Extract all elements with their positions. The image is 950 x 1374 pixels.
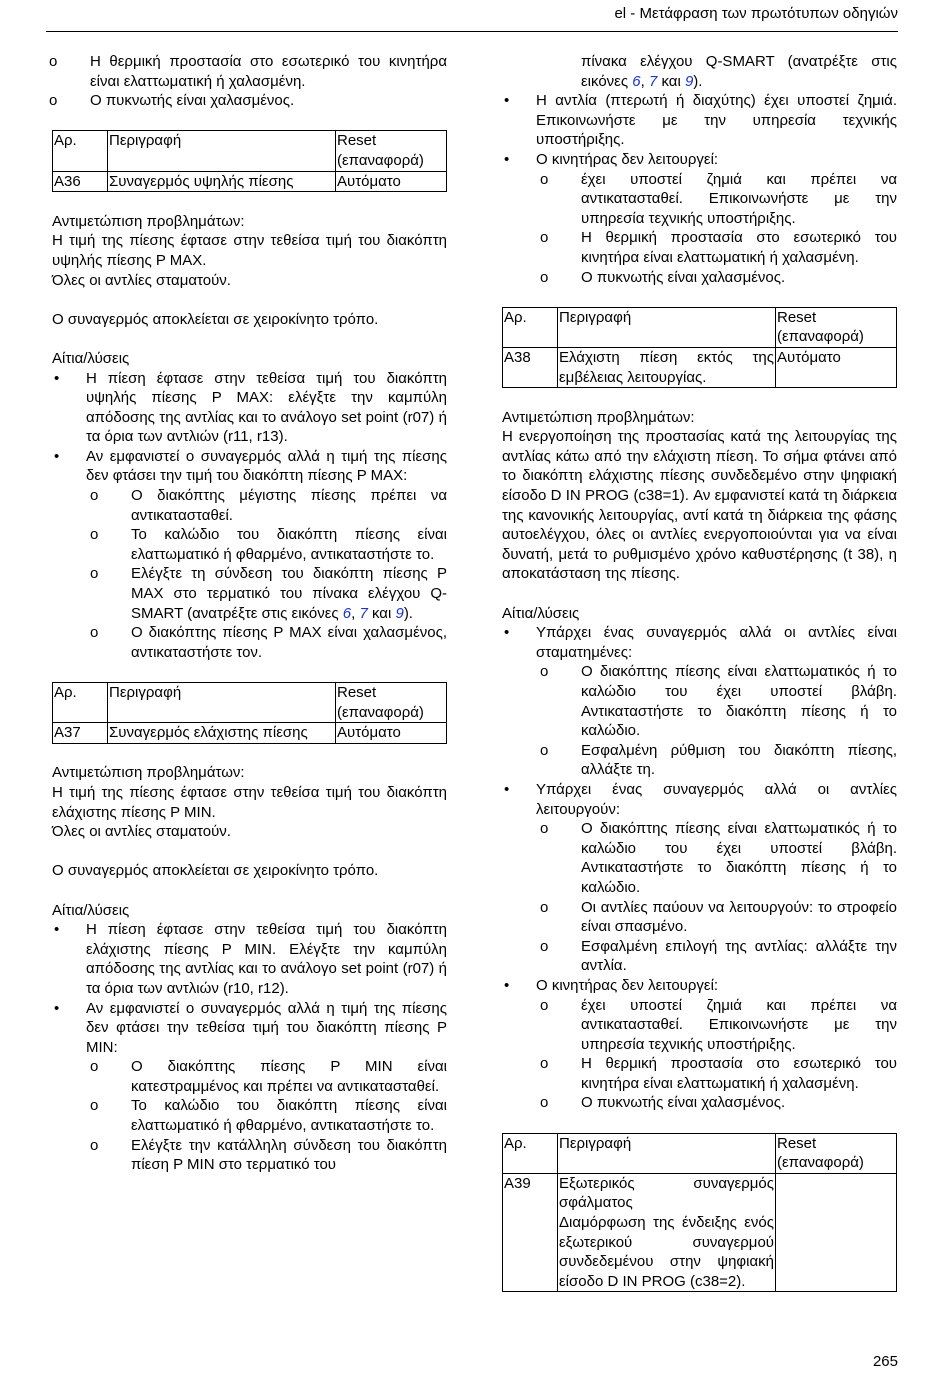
list-item: o Η θερμική προστασία στο εσωτερικό του κινητήρα είναι ελαττωματική ή χαλασμένη.: [536, 1054, 897, 1093]
list-item: • Η αντλία (πτερωτή ή διαχύτης) έχει υποστεί ζημιά. Επικοινωνήστε με την υπηρεσία τεχνικής υποστήριξης.: [502, 91, 897, 150]
table-header-reset: Reset (επαναφορά): [336, 131, 447, 171]
sub-list: [502, 170, 897, 288]
causes-list: [502, 91, 897, 287]
list-item: [502, 623, 897, 780]
sub-list: [52, 486, 447, 662]
list-item: o Ο διακόπτης πίεσης P MIN είναι κατεστραμμένος και πρέπει να αντικατασταθεί.: [86, 1057, 447, 1096]
table-header-description: Περιγραφή: [108, 131, 336, 171]
table-header-description: Περιγραφή: [558, 307, 776, 347]
list-item: o έχει υποστεί ζημιά και πρέπει να αντικατασταθεί. Επικοινωνήστε με την υπηρεσία τεχνικής υποστήριξης.: [536, 996, 897, 1055]
list-item: o Ο διακόπτης μέγιστης πίεσης πρέπει να αντικατασταθεί.: [86, 486, 447, 525]
table-header-reset: Reset (επαναφορά): [336, 683, 447, 723]
list-item-text: Ο κινητήρας δεν λειτουργεί:: [536, 150, 719, 168]
left-column: [52, 52, 447, 1175]
paragraph: Η ενεργοποίηση της προστασίας κατά της λειτουργίας της αντλίας κάτω από την ελάχιστη πίεση. Το σήμα φτάνει από το διακόπτη ελάχιστης πίεσης συνδεδεμένο στην ψηφιακή είσοδο D IN PROG (c38=1). Αν εμφανιστεί κατά τη διάρκεια της κανονικής λειτουργίας, αντί κατά τη διάρκεια της φάσης αυτοελέγχου, όλες οι αντλίες ενεργοποιούνται για να είναι δυνατή, μετά το ρυθμισμένο χρόνο καθυστέρησης (t 38), η αποκατάσταση της πίεσης.: [502, 428, 897, 583]
list-item-text: Ελέγξτε τη σύνδεση του διακόπτη πίεσης P MAX στο τερματικό του πίνακα ελέγχου Q-SMART (ανατρέξτε στις εικόνες: [131, 565, 447, 622]
causes-list: [52, 369, 447, 663]
list-item: • Η πίεση έφτασε στην τεθείσα τιμή του διακόπτη ελάχιστης πίεσης P MIN. Ελέγξτε την καμπύλη απόδοσης της αντλίας και το ανάλογο set point (r07) ή τα όρια των αντλιών (r10, r12).: [52, 920, 447, 998]
header-divider: [46, 31, 898, 32]
sub-list: [502, 819, 897, 976]
paragraph: Όλες οι αντλίες σταματούν.: [52, 271, 231, 289]
alarm-reset: Αυτόματο: [336, 171, 447, 192]
section-heading: Αντιμετώπιση προβλημάτων:: [52, 764, 245, 782]
paragraph: Η τιμή της πίεσης έφτασε στην τεθείσα τιμή του διακόπτη ελάχιστης πίεσης P MIN.: [52, 783, 447, 821]
list-item: o Εσφαλμένη επιλογή της αντλίας: αλλάξτε την αντλία.: [536, 937, 897, 976]
list-item: o Ο διακόπτης πίεσης είναι ελαττωματικός ή το καλώδιο του έχει υποστεί βλάβη. Αντικαταστήστε το διακόπτη πίεσης ή το καλώδιο.: [536, 819, 897, 897]
figure-link[interactable]: 7: [648, 72, 658, 90]
alarm-code: A38: [503, 347, 558, 387]
paragraph: Ο συναγερμός αποκλείεται σε χειροκίνητο τρόπο.: [52, 862, 379, 880]
paragraph: Όλες οι αντλίες σταματούν.: [52, 823, 231, 841]
table-header-description: Περιγραφή: [108, 683, 336, 723]
alarm-reset: Αυτόματο: [336, 723, 447, 744]
separator: και: [367, 604, 396, 622]
alarm-description: Συναγερμός υψηλής πίεσης: [108, 171, 336, 192]
list-item-text: Υπάρχει ένας συναγερμός αλλά οι αντλίες λειτουργούν:: [536, 780, 897, 818]
alarm-table-a39: [502, 1133, 897, 1293]
section-heading: Αντιμετώπιση προβλημάτων:: [52, 212, 245, 230]
list-item: [52, 999, 447, 1175]
alarm-description: Ελάχιστη πίεση εκτός της εμβέλειας λειτουργίας.: [558, 347, 776, 387]
page-header: el - Μετάφραση των πρωτότυπων οδηγιών: [614, 5, 898, 22]
alarm-table-a36: [52, 130, 447, 192]
list-item: o Το καλώδιο του διακόπτη πίεσης είναι ελαττωματικό ή φθαρμένο, αντικαταστήστε το.: [86, 525, 447, 564]
table-header-no: Αρ.: [503, 307, 558, 347]
alarm-code: A36: [53, 171, 108, 192]
list-item: o Οι αντλίες παύουν να λειτουργούν: το στροφείο είναι σπασμένο.: [536, 898, 897, 937]
list-item: o Ο πυκνωτής είναι χαλασμένος.: [536, 268, 897, 288]
causes-heading: Αίτια/λύσεις: [52, 349, 130, 367]
list-item: o Ελέγξτε την κατάλληλη σύνδεση του διακόπτη πίεση P MIN στο τερματικό του: [86, 1136, 447, 1175]
separator: ).: [693, 72, 703, 90]
causes-list: [52, 920, 447, 1175]
alarm-code: A37: [53, 723, 108, 744]
sub-list: [52, 1057, 447, 1175]
list-item: o Εσφαλμένη ρύθμιση του διακόπτη πίεσης, αλλάξτε τη.: [536, 741, 897, 780]
list-item: o Ο διακόπτης πίεσης είναι ελαττωματικός ή το καλώδιο του έχει υποστεί βλάβη. Αντικαταστήστε το διακόπτη πίεσης ή το καλώδιο.: [536, 662, 897, 740]
table-header-reset: Reset (επαναφορά): [776, 307, 897, 347]
list-item: [502, 976, 897, 1113]
list-item-text: Αν εμφανιστεί ο συναγερμός αλλά η τιμή της πίεσης δεν φτάσει την τεθείσα τιμή του διακόπτη πίεσης P MIN:: [86, 999, 447, 1056]
figure-link[interactable]: 7: [359, 604, 368, 622]
list-item-text: Αν εμφανιστεί ο συναγερμός αλλά η τιμή της πίεσης δεν φτάσει την τιμή του διακόπτη πίεσης P MAX:: [86, 447, 447, 485]
table-header-no: Αρ.: [503, 1133, 558, 1173]
page-number: 265: [872, 1353, 898, 1370]
list-item: o Ο πυκνωτής είναι χαλασμένος.: [536, 1093, 897, 1113]
figure-link[interactable]: 9: [395, 604, 404, 622]
alarm-description: Συναγερμός ελάχιστης πίεσης: [108, 723, 336, 744]
continued-text: [502, 52, 897, 91]
alarm-description-title: Εξωτερικός συναγερμός σφάλματος: [559, 1174, 774, 1212]
separator: και: [657, 72, 685, 90]
table-header-no: Αρ.: [53, 131, 108, 171]
alarm-reset: [776, 1173, 897, 1292]
table-header-reset: Reset (επαναφορά): [776, 1133, 897, 1173]
causes-heading: Αίτια/λύσεις: [502, 604, 580, 622]
figure-link[interactable]: 6: [632, 72, 641, 90]
intro-list: [45, 52, 447, 111]
figure-link[interactable]: 9: [684, 72, 694, 90]
separator: ,: [351, 604, 360, 622]
right-column: [502, 52, 897, 1292]
sub-list: [502, 996, 897, 1114]
list-item: o Η θερμική προστασία στο εσωτερικό του κινητήρα είναι ελαττωματική ή χαλασμένη.: [45, 52, 447, 91]
alarm-reset: Αυτόματο: [776, 347, 897, 387]
causes-list: [502, 623, 897, 1113]
list-item: • Η πίεση έφτασε στην τεθείσα τιμή του διακόπτη υψηλής πίεσης P MAX: ελέγξτε την καμπύλη απόδοσης της αντλίας και το ανάλογο set point (r07) ή τα όρια των αντλιών (r11, r13).: [52, 369, 447, 447]
list-item: [502, 150, 897, 287]
causes-heading: Αίτια/λύσεις: [52, 901, 130, 919]
list-item-text: Υπάρχει ένας συναγερμός αλλά οι αντλίες είναι σταματημένες:: [536, 624, 897, 661]
alarm-table-a38: [502, 307, 897, 388]
alarm-description-detail: Διαμόρφωση της ένδειξης ενός εξωτερικού συναγερμού συνδεδεμένου στην ψηφιακή είσοδο D IN PROG (c38=2).: [559, 1214, 774, 1290]
list-item: o Ο διακόπτης πίεσης P MAX είναι χαλασμένος, αντικαταστήστε τον.: [86, 623, 447, 662]
alarm-code: A39: [503, 1173, 558, 1292]
list-item: o Η θερμική προστασία στο εσωτερικό του κινητήρα είναι ελαττωματική ή χαλασμένη.: [536, 228, 897, 267]
list-item: [86, 564, 447, 623]
table-header-description: Περιγραφή: [558, 1133, 776, 1173]
separator: ,: [640, 72, 649, 90]
list-item: [52, 447, 447, 663]
separator: ).: [403, 604, 413, 622]
list-item: o Το καλώδιο του διακόπτη πίεσης είναι ελαττωματικό ή φθαρμένο, αντικαταστήστε το.: [86, 1096, 447, 1135]
list-item-text: Ο κινητήρας δεν λειτουργεί:: [536, 976, 719, 994]
alarm-table-a37: [52, 682, 447, 744]
sub-list: [502, 662, 897, 780]
table-header-no: Αρ.: [53, 683, 108, 723]
alarm-description: [558, 1173, 776, 1292]
list-item: [502, 780, 897, 976]
figure-link[interactable]: 6: [342, 604, 352, 622]
paragraph: Ο συναγερμός αποκλείεται σε χειροκίνητο τρόπο.: [52, 310, 379, 328]
paragraph-text: πίνακα ελέγχου Q-SMART (ανατρέξτε στις εικόνες: [581, 53, 897, 90]
list-item: o έχει υποστεί ζημιά και πρέπει να αντικατασταθεί. Επικοινωνήστε με την υπηρεσία τεχνικής υποστήριξης.: [536, 170, 897, 229]
paragraph: Η τιμή της πίεσης έφτασε στην τεθείσα τιμή του διακόπτη υψηλής πίεσης P MAX.: [52, 232, 447, 269]
list-item: o Ο πυκνωτής είναι χαλασμένος.: [45, 91, 447, 111]
section-heading: Αντιμετώπιση προβλημάτων:: [502, 408, 695, 426]
